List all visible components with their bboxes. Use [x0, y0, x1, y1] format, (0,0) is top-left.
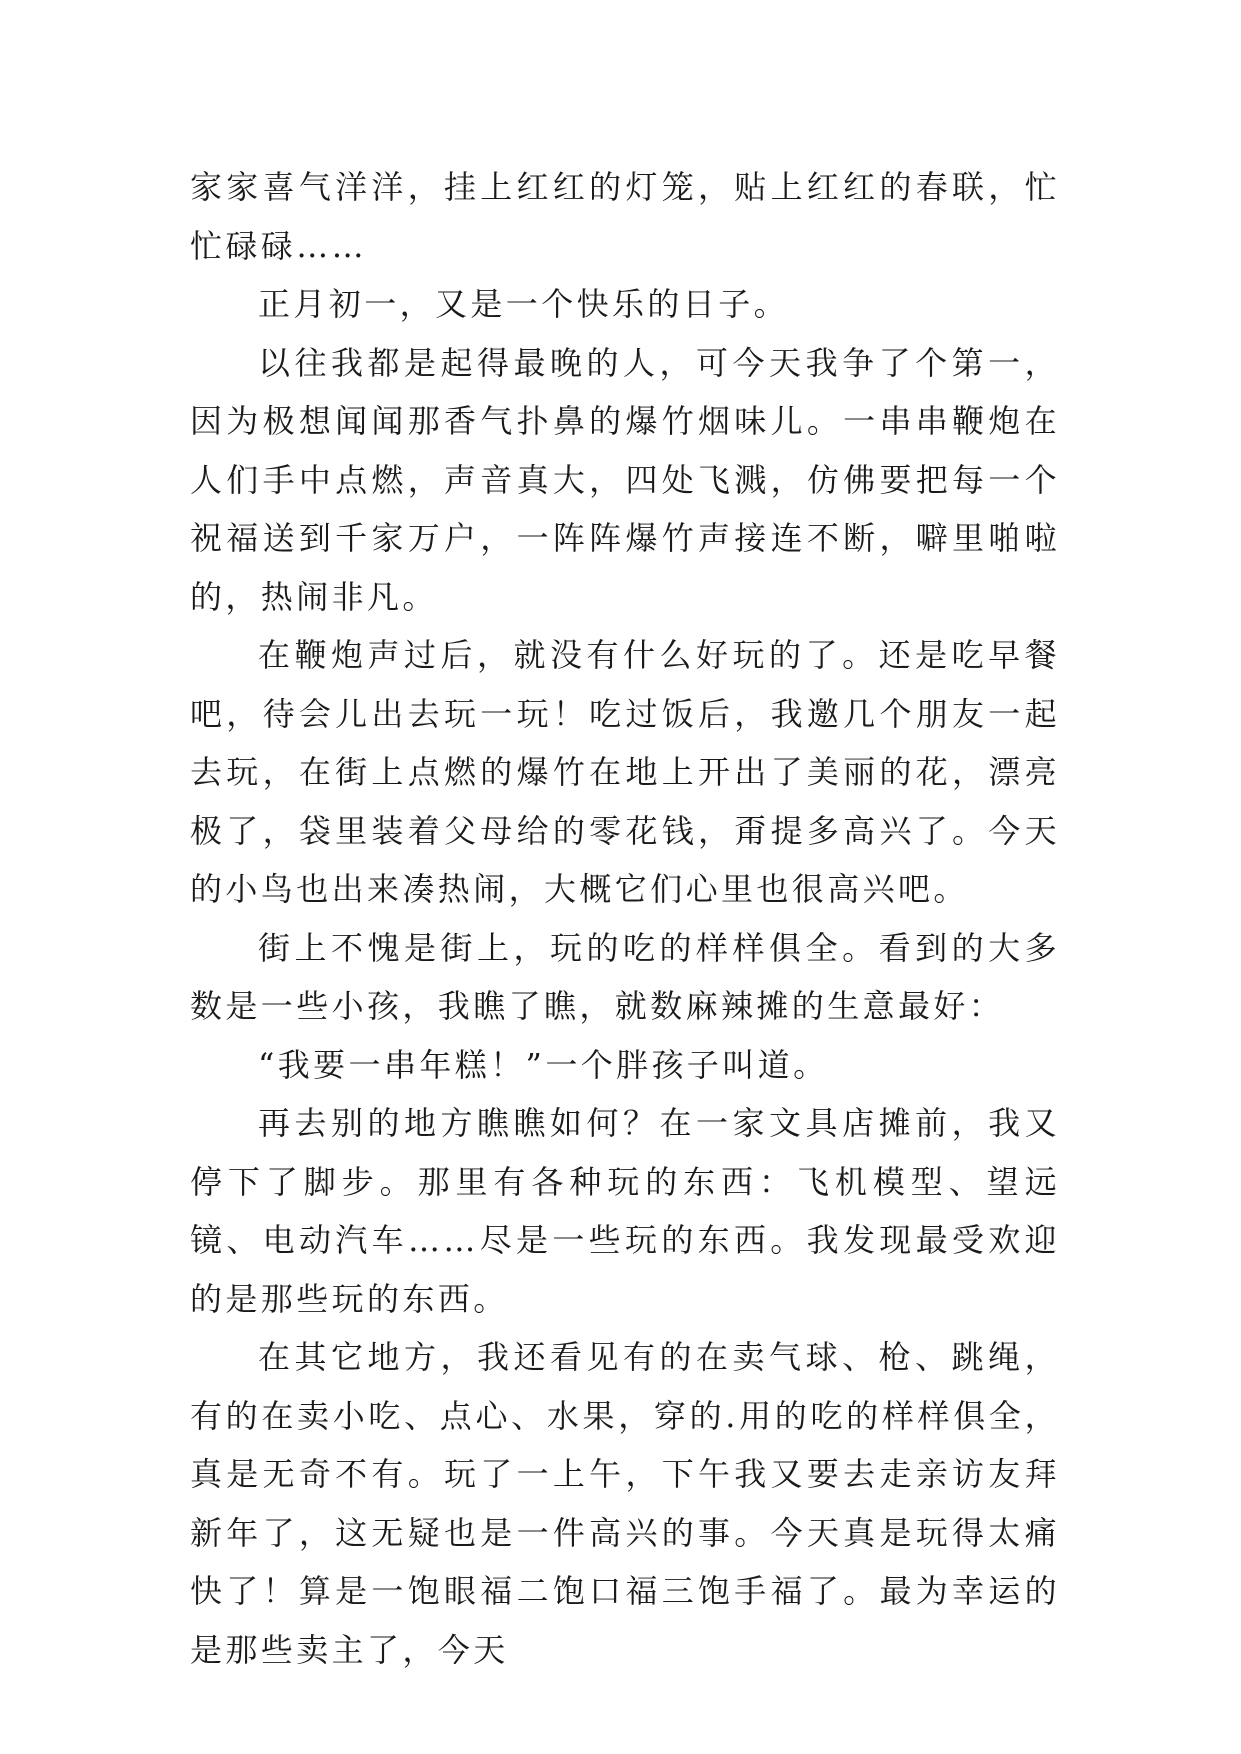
- paragraph-5: 街上不愧是街上，玩的吃的样样俱全。看到的大多数是一些小孩，我瞧了瞧，就数麻辣摊的生意最好：: [190, 928, 1060, 1025]
- paragraph-6: “我要一串年糕！”一个胖孩子叫道。: [258, 1045, 829, 1084]
- paragraph-1: 家家喜气洋洋，挂上红红的灯笼，贴上红红的春联，忙忙碌碌……: [190, 168, 1060, 265]
- paragraph-7: 再去别的地方瞧瞧如何？在一家文具店摊前，我又停下了脚步。那里有各种玩的东西：飞机模型、望远镜、电动汽车……尽是一些玩的东西。我发现最受欢迎的是那些玩的东西。: [190, 1104, 1060, 1318]
- article-body: [190, 158, 1060, 1679]
- paragraph-8: 在其它地方，我还看见有的在卖气球、枪、跳绳，有的在卖小吃、点心、水果，穿的.用的吃的样样俱全，真是无奇不有。玩了一上午，下午我又要去走亲访友拜新年了，这无疑也是一件高兴的事。今天真是玩得太痛快了！算是一饱眼福二饱口福三饱手福了。最为幸运的是那些卖主了，今天: [190, 1338, 1060, 1669]
- paragraph-2: 正月初一，又是一个快乐的日子。: [258, 285, 790, 323]
- paragraph-3: 以往我都是起得最晚的人，可今天我争了个第一，因为极想闻闻那香气扑鼻的爆竹烟味儿。一串串鞭炮在人们手中点燃，声音真大，四处飞溅，仿佛要把每一个祝福送到千家万户，一阵阵爆竹声接连不断，噼里啪啦的，热闹非凡。: [190, 343, 1060, 616]
- paragraph-4: 在鞭炮声过后，就没有什么好玩的了。还是吃早餐吧，待会儿出去玩一玩！吃过饭后，我邀几个朋友一起去玩，在街上点燃的爆竹在地上开出了美丽的花，漂亮极了，袋里装着父母给的零花钱，甭提多高兴了。今天的小鸟也出来凑热闹，大概它们心里也很高兴吧。: [190, 636, 1060, 908]
